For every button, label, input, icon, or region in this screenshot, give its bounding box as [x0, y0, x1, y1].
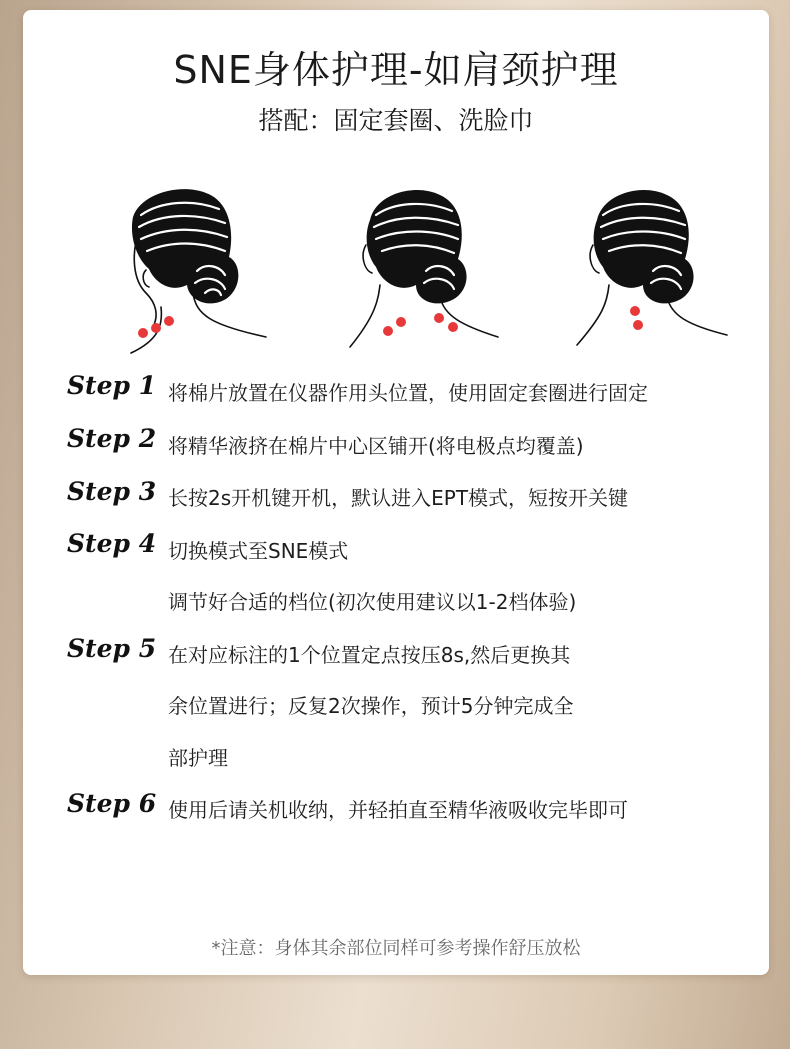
step-5-label: Step 5: [67, 634, 157, 663]
step-6-text: 使用后请关机收纳，并轻拍直至精华液吸收完毕即可: [168, 798, 628, 822]
step-3-label: Step 3: [67, 477, 157, 506]
step-5-text-line-1: 在对应标注的1个位置定点按压8s,然后更换其: [168, 643, 571, 667]
instruction-card: [23, 10, 769, 975]
footnote: *注意：身体其余部位同样可参考操作舒压放松: [211, 938, 581, 959]
acupoint-dot: [151, 323, 161, 333]
acupoint-dot: [383, 326, 393, 336]
step-6-label: Step 6: [67, 789, 157, 818]
acupoint-dot: [164, 316, 174, 326]
step-1-text: 将棉片放置在仪器作用头位置，使用固定套圈进行固定: [168, 381, 648, 405]
acupoint-dot: [630, 306, 640, 316]
step-4-text-line-1: 切换模式至SNE模式: [168, 539, 349, 563]
acupoint-dot: [396, 317, 406, 327]
figure-back-shoulders: [330, 175, 520, 360]
step-4-label: Step 4: [67, 529, 157, 558]
figure-back-neck-center: [559, 175, 749, 360]
acupoint-dot: [448, 322, 458, 332]
page-subtitle: 搭配：固定套圈、洗脸巾: [258, 106, 534, 135]
figure-side-neck: [101, 175, 291, 360]
acupoint-dot: [633, 320, 643, 330]
step-4-text-line-2: 调节好合适的档位(初次使用建议以1-2档体验): [168, 590, 577, 614]
step-5-text-line-3: 部护理: [168, 746, 228, 770]
acupoint-dot: [434, 313, 444, 323]
step-1-label: Step 1: [67, 371, 157, 400]
acupoint-dot: [138, 328, 148, 338]
step-3-text: 长按2s开机键开机，默认进入EPT模式，短按开关键: [168, 486, 629, 510]
step-2-text: 将精华液挤在棉片中心区铺开(将电极点均覆盖): [168, 434, 584, 458]
page-title: SNE身体护理-如肩颈护理: [173, 48, 619, 92]
step-2-label: Step 2: [67, 424, 157, 453]
step-5-text-line-2: 余位置进行；反复2次操作，预计5分钟完成全: [168, 694, 574, 718]
